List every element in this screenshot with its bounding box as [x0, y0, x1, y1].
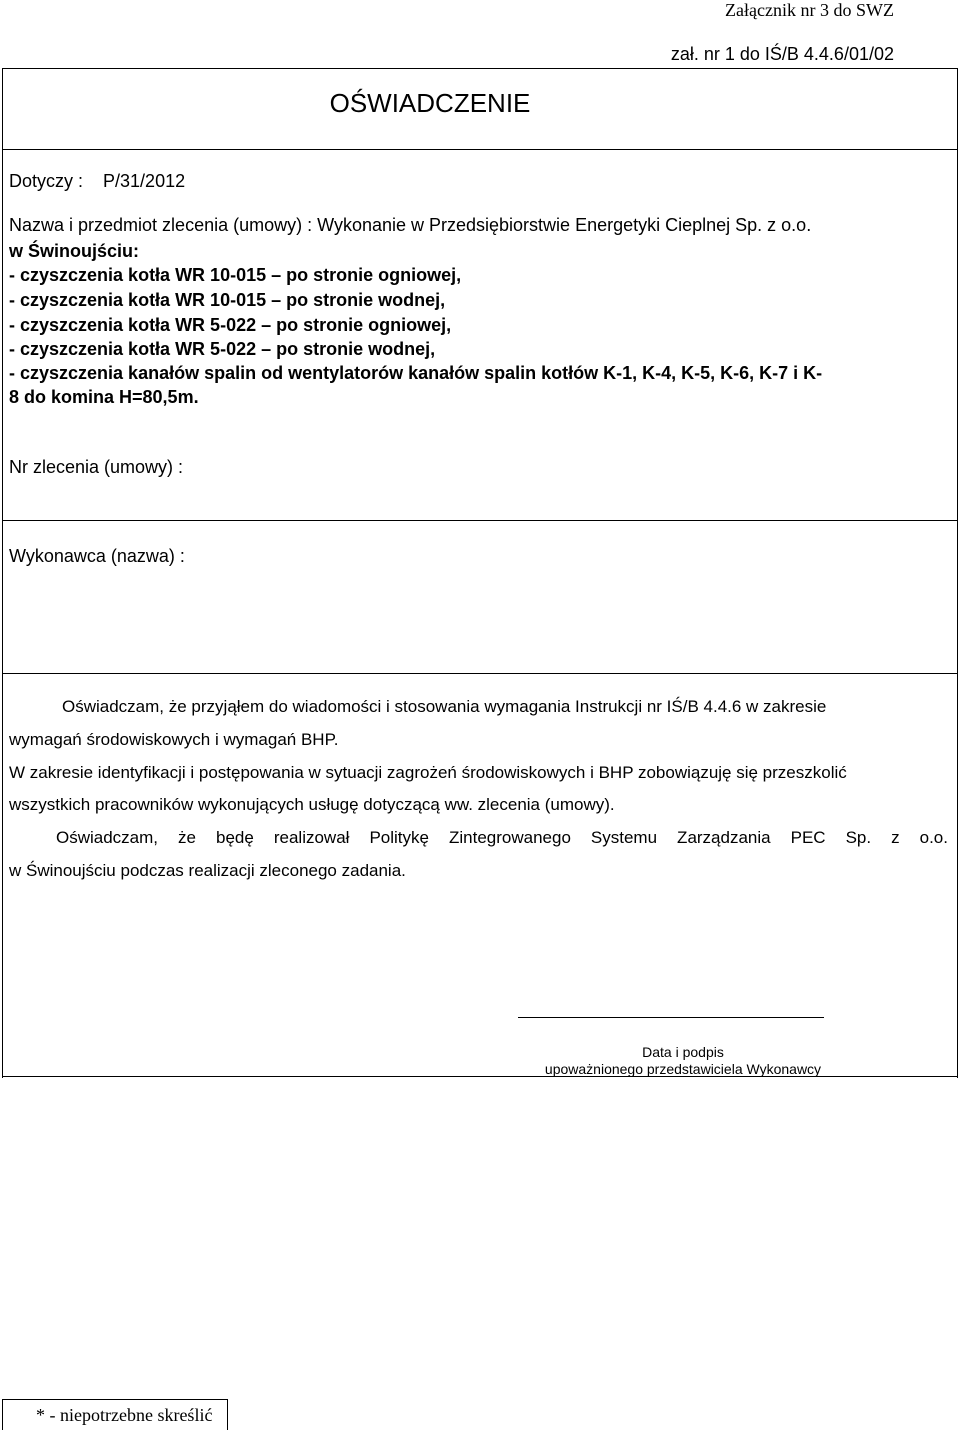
subject-label: Nazwa i przedmiot zlecenia (umowy) :: [9, 215, 313, 235]
contractor-divider: [2, 673, 958, 674]
declaration-p1: wymagań środowiskowych i wymagań BHP.: [9, 730, 339, 749]
frame-right-border: [957, 69, 958, 1078]
concerns-label: Dotyczy :: [9, 171, 84, 191]
declaration-p1: Oświadczam, że przyjąłem do wiadomości i stosowania wymagania Instrukcji nr IŚ/B 4.4.6 w zakresie: [62, 697, 827, 716]
concerns-row: [9, 170, 185, 192]
page-title: OŚWIADCZENIE: [329, 88, 531, 118]
footnote: * - niepotrzebne skreślić: [36, 1405, 213, 1425]
subject-line: - czyszczenia kotła WR 10-015 – po stronie ogniowej,: [9, 265, 462, 285]
order-divider: [2, 520, 958, 521]
reference-label: zał. nr 1 do IŚ/B 4.4.6/01/02: [670, 44, 894, 64]
subject-line: w Świnoujściu:: [9, 241, 140, 261]
signature-caption: upoważnionego przedstawiciela Wykonawcy: [544, 1061, 822, 1077]
contractor-label: Wykonawca (nazwa) :: [9, 546, 185, 566]
subject-value-head: Wykonanie w Przedsiębiorstwie Energetyki Cieplnej Sp. z o.o.: [317, 215, 812, 235]
declaration-p2: W zakresie identyfikacji i postępowania w sytuacji zagrożeń środowiskowych i BHP zobowiązuję się przeszkolić: [9, 763, 847, 782]
subject-line: 8 do komina H=80,5m.: [9, 387, 199, 407]
signature-caption: Data i podpis: [642, 1044, 724, 1060]
title-divider: [2, 149, 958, 150]
declaration-p2: wszystkich pracowników wykonujących usługę dotyczącą ww. zlecenia (umowy).: [9, 795, 615, 814]
subject-line: - czyszczenia kanałów spalin od wentylatorów kanałów spalin kotłów K-1, K-4, K-5, K-6, K-7 i K-: [9, 363, 823, 383]
concerns-value: P/31/2012: [103, 171, 186, 191]
annex-label: Załącznik nr 3 do SWZ: [725, 0, 894, 20]
declaration-p3: w Świnoujściu podczas realizacji zleconego zadania.: [9, 861, 406, 880]
subject-line: - czyszczenia kotła WR 10-015 – po stronie wodnej,: [9, 290, 446, 310]
declaration-p3: Oświadczam, że będę realizował Politykę Zintegrowanego Systemu Zarządzania PEC Sp. z o.o.: [56, 828, 948, 847]
order-number-label: Nr zlecenia (umowy) :: [9, 457, 184, 477]
signature-line: [518, 1017, 824, 1018]
frame-left-border: [2, 69, 3, 1078]
subject-line: - czyszczenia kotła WR 5-022 – po stronie wodnej,: [9, 339, 436, 359]
subject-row: [9, 214, 811, 236]
subject-line: - czyszczenia kotła WR 5-022 – po stronie ogniowej,: [9, 315, 452, 335]
